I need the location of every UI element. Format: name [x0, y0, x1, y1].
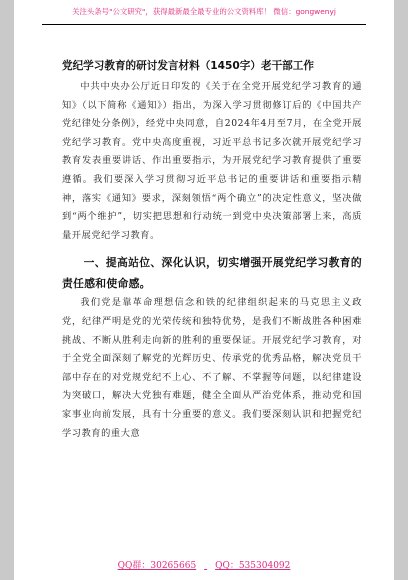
qq-group-number: QQ群：30265665 [117, 561, 197, 571]
document-body [62, 78, 362, 443]
qq-number: QQ：535304092 [215, 561, 291, 571]
document-title: 党纪学习教育的研讨发言材料（1450字）老干部工作 [62, 60, 314, 72]
intro-paragraph: 中共中央办公厅近日印发的《关于在全党开展党纪学习教育的通知》（以下简称《通知》）指出，为深入学习贯彻修订后的《中国共产党纪律处分条例》，经党中央同意，自2024年4月至7月，在全党开展党纪学习教育。党中央高度重视，习近平总书记多次就开展党纪学习教育发表重要讲话、作出重要指示，为开展党纪学习教育提供了重要遵循。我们要深入学习贯彻习近平总书记的重要讲话和重要指示精神，落实《通知》要求，深刻领悟“两个确立”的决定性意义，坚决做到“两个维护”，切实把思想和行动统一到党中央决策部署上来，高质量开展党纪学习教育。 [62, 81, 362, 241]
document-page [14, 0, 394, 580]
section-heading: 一、提高站位、深化认识，切实增强开展党纪学习教育的责任感和使命感。 [62, 256, 362, 291]
header-divider [42, 24, 366, 25]
footer-contact [14, 558, 394, 571]
header-promo-note: 关注头条号"公文研究"，获得最新最全最专业的公文资料库！ 微信：gongwenyj [72, 7, 336, 16]
section-paragraph: 我们党是靠革命理想信念和铁的纪律组织起来的马克思主义政党，纪律严明是党的光荣传统和独特优势，是我们不断战胜各种困难挑战、不断从胜利走向新的胜利的重要保证。开展党纪学习教育，对于全党全面深刻了解党的光辉历史、传承党的优秀品格，解决党员干部中存在的对党规党纪不上心、不了解、不掌握等问题，以纪律建设为突破口，解决大党独有难题，健全全面从严治党体系，推动党和国家事业向前发展，具有十分重要的意义。我们要深刻认识和把握党纪学习教育的重大意 [62, 297, 362, 439]
